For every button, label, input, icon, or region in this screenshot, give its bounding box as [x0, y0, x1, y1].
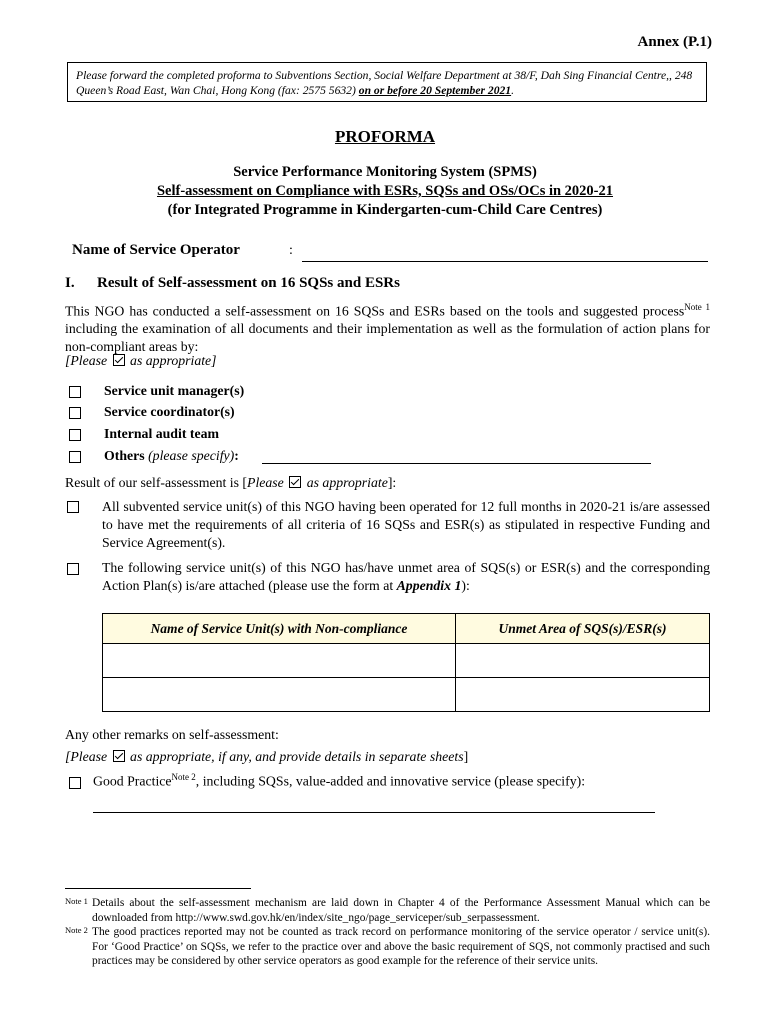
good-practice-text: , including SQSs, value-added and innovative service (please specify):	[195, 773, 586, 789]
others-hint: (please specify)	[144, 448, 235, 463]
remarks-label: Any other remarks on self-assessment:	[65, 727, 279, 742]
checkbox-internal-audit-team[interactable]	[69, 429, 81, 441]
please-tick-instruction	[65, 352, 710, 370]
notice-end: .	[511, 84, 514, 97]
section-title: Result of Self-assessment on 16 SQSs and ESRs	[97, 275, 400, 291]
choice-unmet	[102, 559, 710, 595]
intro-text-a: This NGO has conducted a self-assessment on 16 SQSs and ESRs based on the tools and suggested process	[65, 303, 685, 319]
note-2-ref: Note 2	[171, 772, 196, 782]
footnote-1-text: Details about the self-assessment mechanism are laid down in Chapter 4 of the Performance Assessment Manual which can be downloaded from http://www.swd.gov.hk/en/index/site_ngo/page_serviceper/sub_serpassessment.	[92, 897, 710, 924]
checked-box-icon	[113, 750, 125, 762]
remarks-please-b: as appropriate, if any, and provide details in separate sheets	[126, 749, 464, 764]
subtitle-line-2: Self-assessment on Compliance with ESRs, SQSs and OSs/OCs in 2020-21	[156, 183, 614, 199]
choice-all-met: All subvented service unit(s) of this NGO having been operated for 12 full months in 2020-21 is/are assessed to have met the requirements of all criteria of 16 SQSs and ESR(s) as stipulated in respective Funding and Service Agreement(s).	[102, 499, 710, 550]
good-practice-option	[93, 772, 585, 790]
option-service-unit-manager: Service unit manager(s)	[104, 383, 245, 398]
non-compliance-table	[102, 613, 710, 712]
others-label: Others	[104, 448, 145, 463]
table-row	[103, 644, 710, 678]
footnote-1-mark: Note 1	[65, 896, 88, 906]
table-header-row	[103, 614, 710, 644]
operator-name-field[interactable]	[302, 261, 708, 262]
remarks-instruction	[65, 749, 468, 765]
good-practice-specify-field[interactable]	[93, 812, 655, 813]
footnote-2-text: The good practices reported may not be counted as track record on performance monitoring of the service operator / service unit(s). For ‘Good Practice’ on SQSs, we refer to the practice over and above the basic requirement of SQS, not commonly practised and such practices may be considered by other service operators as good example for the reference of their service units.	[92, 926, 710, 967]
others-specify-field[interactable]	[262, 463, 651, 464]
operator-colon: :	[289, 243, 293, 258]
table-cell-service-unit[interactable]	[103, 678, 456, 712]
please-text-a: [Please	[65, 353, 111, 368]
choice-unmet-text-b: ):	[461, 578, 470, 593]
option-others	[104, 448, 239, 464]
header-unmet-area: Unmet Area of SQS(s)/ESR(s)	[456, 614, 710, 644]
choice-unmet-text-a: The following service unit(s) of this NGO has/have unmet area of SQS(s) or ESR(s) and the corresponding Action Plan(s) is/are attached (please use the form at	[102, 560, 710, 593]
intro-text-b: including the examination of all documents and their implementation as well as the formulation of action plans for non-compliant areas by:	[65, 321, 710, 354]
appendix-ref: Appendix 1	[396, 578, 462, 593]
operator-label: Name of Service Operator	[72, 242, 240, 258]
checkbox-unmet[interactable]	[67, 563, 79, 575]
subtitle-line-1: Service Performance Monitoring System (SPMS)	[233, 164, 537, 180]
others-colon: :	[234, 448, 239, 463]
checkbox-others[interactable]	[69, 451, 81, 463]
checked-box-icon	[289, 476, 301, 488]
checked-box-icon	[113, 354, 125, 366]
notice-deadline: on or before 20 September 2021	[358, 84, 512, 97]
option-service-coordinator: Service coordinator(s)	[104, 404, 235, 419]
result-text-a: Result of our self-assessment is [	[65, 475, 248, 490]
table-cell-unmet-area[interactable]	[456, 678, 710, 712]
footnote-2-mark: Note 2	[65, 925, 88, 935]
remarks-please-a: [Please	[65, 749, 111, 764]
note-1-ref: Note 1	[684, 302, 710, 312]
please-text-b: as appropriate]	[126, 353, 217, 368]
notice-text: Please forward the completed proforma to Subventions Section, Social Welfare Department at 38/F, Dah Sing Financial Centre,, 248 Queen’s Road East, Wan Chai, Hong Kong (fax: 2575 5632)	[76, 69, 693, 97]
result-text-c: ]:	[387, 475, 397, 490]
table-cell-unmet-area[interactable]	[456, 644, 710, 678]
table-row	[103, 678, 710, 712]
result-please: Please	[247, 475, 288, 490]
checkbox-good-practice[interactable]	[69, 777, 81, 789]
checkbox-service-coordinator[interactable]	[69, 407, 81, 419]
checkbox-all-met[interactable]	[67, 501, 79, 513]
remarks-please-c: ]	[463, 749, 469, 764]
page-title: PROFORMA	[334, 127, 436, 146]
submission-notice	[67, 62, 707, 102]
option-internal-audit-team: Internal audit team	[104, 426, 219, 441]
intro-paragraph	[65, 299, 710, 355]
footnote-divider	[65, 888, 251, 889]
subtitle-line-3: (for Integrated Programme in Kindergarten-cum-Child Care Centres)	[167, 202, 603, 218]
result-text-b: as appropriate	[303, 475, 388, 490]
good-practice-label: Good Practice	[93, 773, 172, 789]
table-cell-service-unit[interactable]	[103, 644, 456, 678]
checkbox-service-unit-manager[interactable]	[69, 386, 81, 398]
annex-label: Annex (P.1)	[637, 34, 712, 50]
result-instruction	[65, 474, 710, 492]
section-number: I.	[65, 275, 75, 291]
header-service-unit: Name of Service Unit(s) with Non-compliance	[103, 614, 456, 644]
